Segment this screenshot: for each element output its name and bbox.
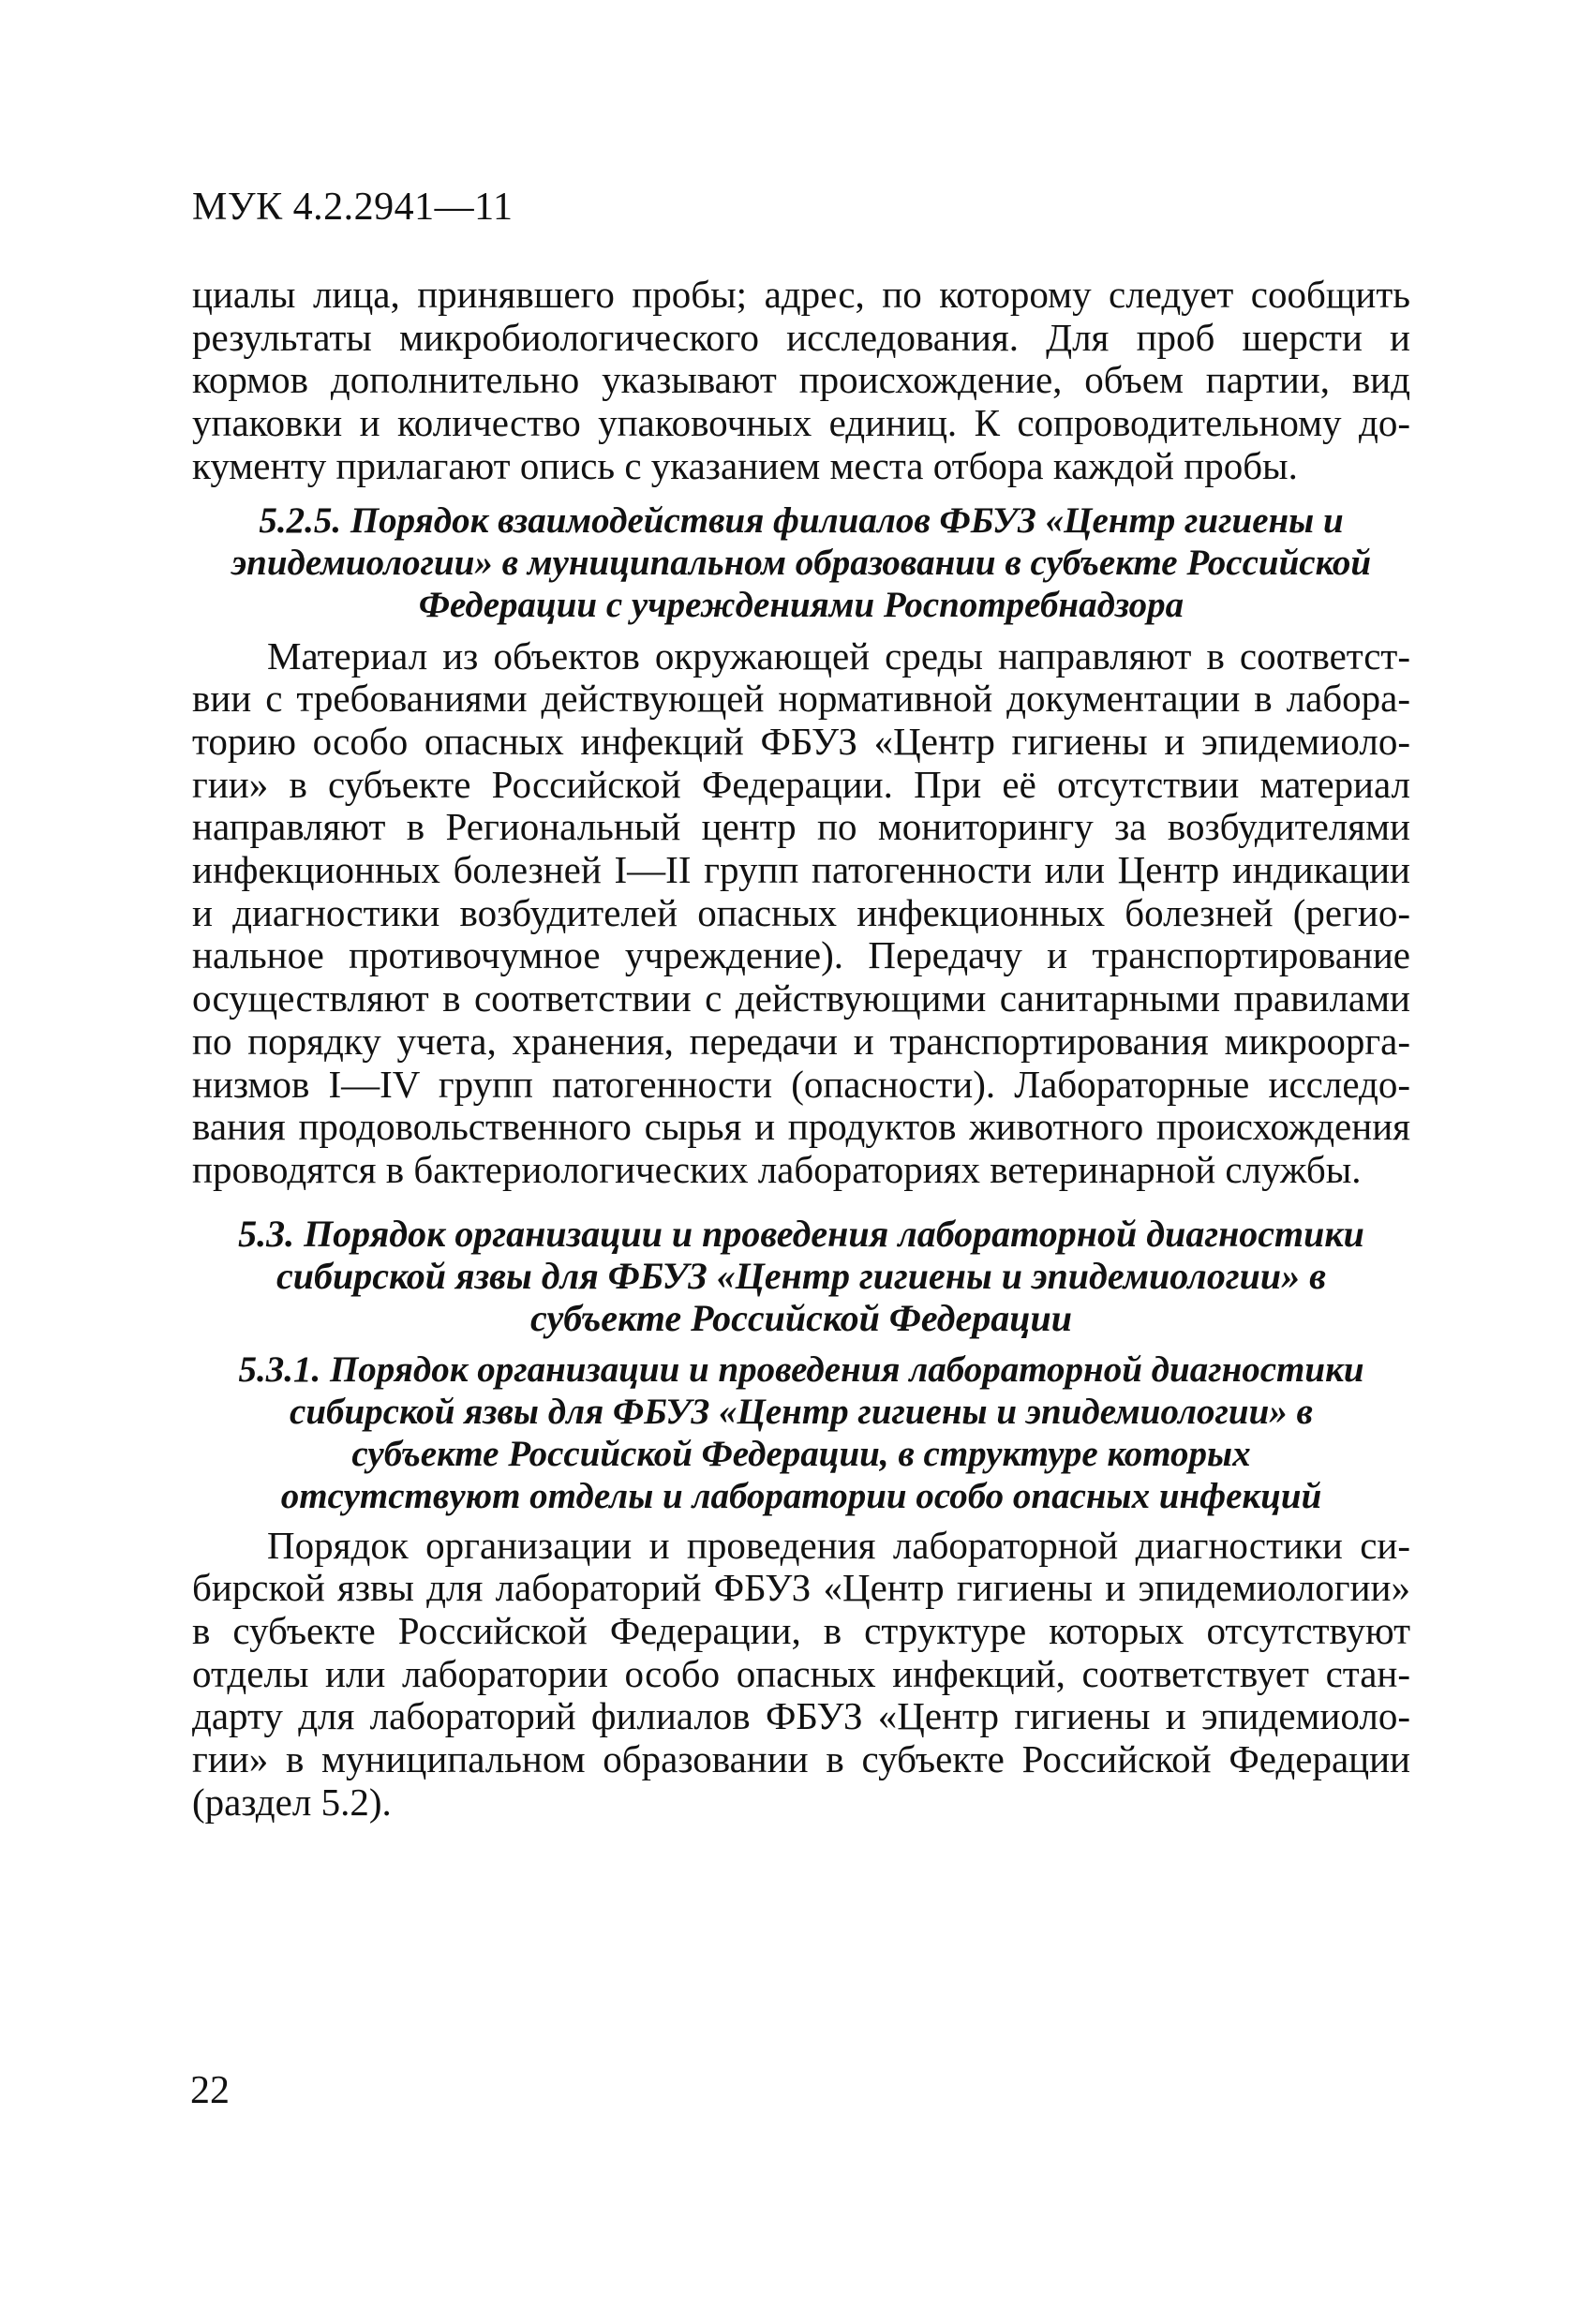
paragraph-5-3-1: Порядок организации и проведения лабораторной диагностики сибирской язвы для лабораторий ФБУЗ «Центр гигиены и эпидемиологии» в субъекте Российской Федерации, в структуре которых отсутствуют отделы или лаборатории особо опасных инфекций, соответствует стандарту для лабораторий филиалов ФБУЗ «Центр гигиены и эпидемиологии» в муниципальном образовании в субъекте Российской Федерации (раздел 5.2). xyxy=(192,1523,1410,1824)
page-content xyxy=(192,274,1410,1825)
document-code: МУК 4.2.2941—11 xyxy=(192,186,514,229)
document-page xyxy=(192,0,1410,2324)
paragraph-5-2-5: Материал из объектов окружающей среды направляют в соответствии с требованиями действующей нормативной документации в лабораторию особо опасных инфекций ФБУЗ «Центр гигиены и эпидемиологии» в субъекте Российской Федерации. При её отсутствии материал направляют в Региональный центр по мониторингу за возбудителями инфекционных болезней I—II групп патогенности или Центр индикации и диагностики возбудителей опасных инфекционных болезней (региональное противочумное учреждение). Передачу и транспортирование осуществляют в соответствии с действующими санитарными правилами по порядку учета, хранения, передачи и транспортирования микроорганизмов I—IV групп патогенности (опасности). Лабораторные исследования продовольственного сырья и продуктов животного происхождения проводятся в бактериологических лабораториях ветеринарной службы. xyxy=(192,633,1410,1191)
section-heading-5-3: 5.3. Порядок организации и проведения лабораторной диагностики сибирской язвы для ФБУЗ «Центр гигиены и эпидемиологии» в субъекте Российской Федерации xyxy=(238,1212,1364,1339)
paragraph-continued: циалы лица, принявшего пробы; адрес, по которому следует сообщить результаты микробиологического исследования. Для проб шерсти и кормов дополнительно указывают происхождение, объем партии, вид упаковки и количество упаковочных единиц. К сопроводительному документу прилагают опись с указанием места отбора каждой пробы. xyxy=(192,273,1410,487)
page-number: 22 xyxy=(190,2069,230,2112)
subsection-heading-5-3-1: 5.3.1. Порядок организации и проведения лабораторной диагностики сибирской язвы для ФБУЗ «Центр гигиены и эпидемиологии» в субъекте Российской Федерации, в структуре которых отсутствуют отделы и лаборатории особо опасных инфекций xyxy=(238,1348,1364,1516)
subsection-heading-5-2-5: 5.2.5. Порядок взаимодействия филиалов ФБУЗ «Центр гигиены и эпидемиологии» в муниципальном образовании в субъекте Российской Федерации с учреждениями Роспотребнадзора xyxy=(231,499,1372,625)
